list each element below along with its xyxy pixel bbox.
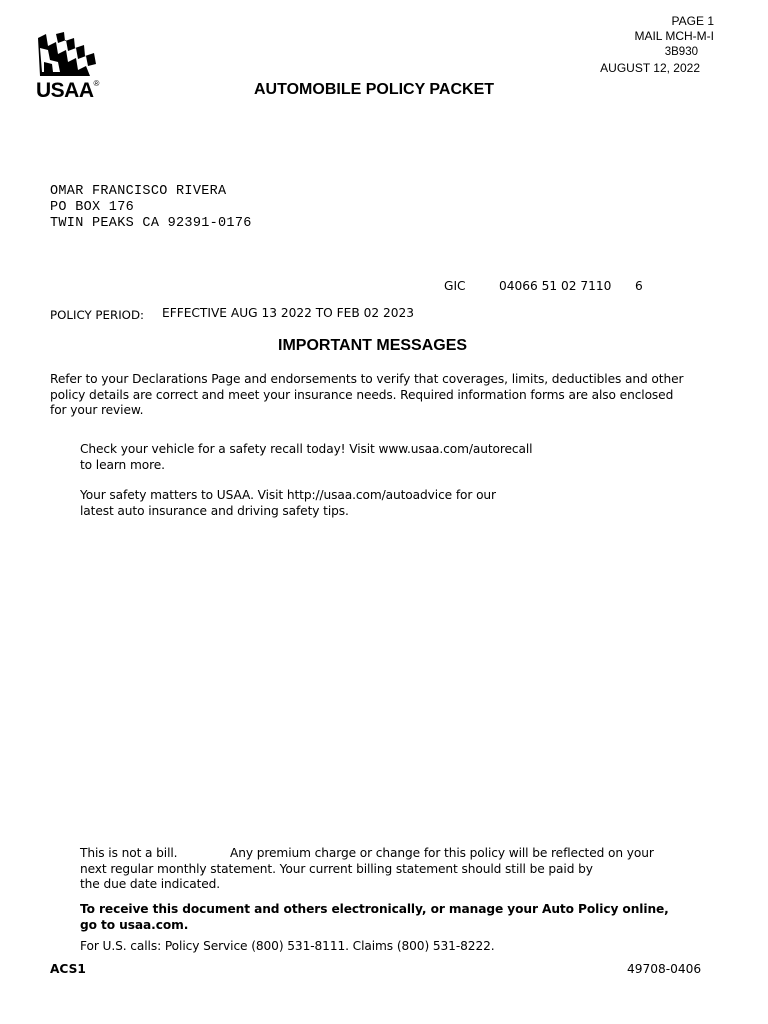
intro-line-1: Refer to your Declarations Page and endorsements to verify that coverages, limits, deductibles and other (50, 372, 684, 386)
recall-line-1: Check your vehicle for a safety recall today! Visit www.usaa.com/autorecall (80, 442, 533, 456)
page-number: PAGE 1 (671, 14, 714, 28)
gic-number: 04066 51 02 7110 (499, 279, 612, 293)
document-date: AUGUST 12, 2022 (600, 61, 700, 75)
address-line-2: TWIN PEAKS CA 92391-0176 (50, 216, 252, 231)
page-title: AUTOMOBILE POLICY PACKET (254, 81, 495, 98)
phone-numbers: For U.S. calls: Policy Service (800) 531-8111. Claims (800) 531-8222. (80, 939, 495, 953)
form-number: 49708-0406 (627, 962, 702, 976)
electronic-delivery-line-1: To receive this document and others electronically, or manage your Auto Policy online, (80, 902, 669, 916)
eagle-logo-icon (36, 32, 98, 78)
address-line-1: PO BOX 176 (50, 200, 135, 215)
billing-notice-line-3: the due date indicated. (80, 877, 221, 891)
usaa-logo (36, 32, 100, 102)
address-name: OMAR FRANCISCO RIVERA (50, 184, 227, 199)
logo-wordmark: USAA® (36, 79, 99, 102)
billing-notice-line-2: next regular monthly statement. Your current billing statement should still be paid by (80, 861, 593, 876)
gic-suffix: 6 (635, 279, 643, 293)
gic-label: GIC (444, 279, 466, 293)
form-code: ACS1 (50, 962, 86, 976)
not-a-bill-text: This is not a bill. (80, 846, 178, 860)
intro-line-3: for your review. (50, 403, 144, 417)
safety-line-1: Your safety matters to USAA. Visit http://usaa.com/autoadvice for our (80, 488, 496, 502)
recall-line-2: to learn more. (80, 457, 165, 472)
electronic-delivery-line-2: go to usaa.com. (80, 917, 189, 932)
billing-notice-line-1: Any premium charge or change for this policy will be reflected on your (230, 846, 654, 860)
policy-period-label: POLICY PERIOD: (50, 308, 145, 322)
important-messages-heading: IMPORTANT MESSAGES (278, 337, 468, 354)
mail-code: MAIL MCH-M-I (634, 29, 714, 43)
batch-code: 3B930 (664, 46, 698, 58)
intro-line-2: policy details are correct and meet your insurance needs. Required information forms are also enclosed (50, 387, 674, 402)
safety-line-2: latest auto insurance and driving safety tips. (80, 503, 349, 518)
policy-period-value: EFFECTIVE AUG 13 2022 TO FEB 02 2023 (162, 306, 414, 320)
